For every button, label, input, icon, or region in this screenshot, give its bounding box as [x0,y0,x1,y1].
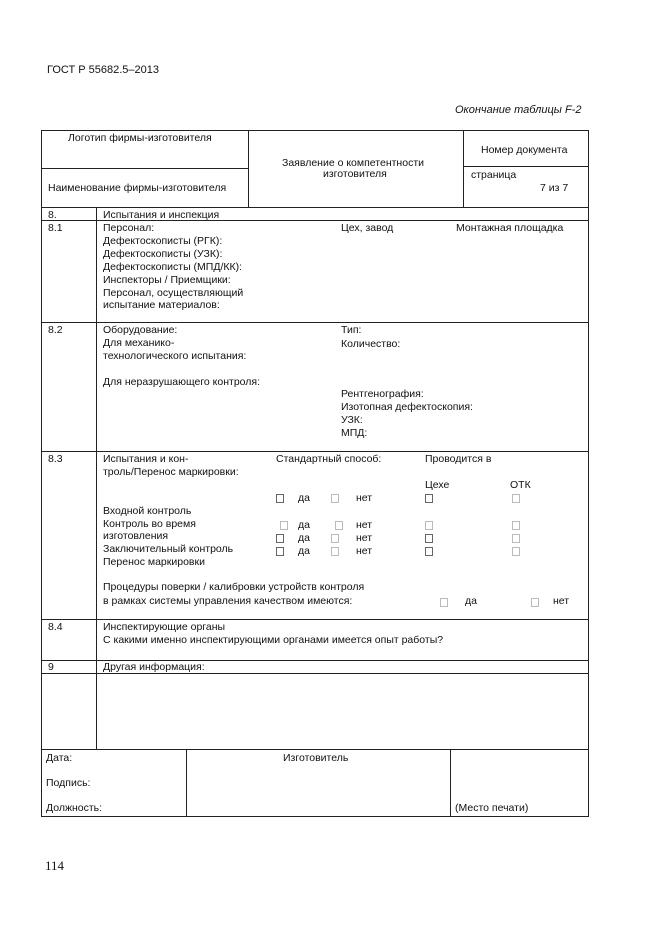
checkbox-workshop[interactable] [425,534,433,543]
personnel-line: Персонал, осуществляющий [103,287,244,299]
inspection-title-line1: Испытания и кон- [103,453,189,465]
inspection-title-line2: троль/Перенос маркировки: [103,466,239,478]
date-label: Дата: [46,752,73,764]
procedures-line1: Процедуры поверки / калибровки устройств контроля [103,581,365,593]
row-label: Входной контроль [103,505,192,517]
workshop-label: Цехе [425,479,450,491]
procedures-yes-label: да [465,595,477,607]
checkbox-otk[interactable] [512,547,520,556]
checkbox-yes[interactable] [276,547,284,556]
quantity-label: Количество: [341,338,401,350]
checkbox-workshop[interactable] [425,547,433,556]
ndt-label: Для неразрушающего контроля: [103,376,261,388]
ndt-method: Изотопная дефектоскопия: [341,401,473,413]
yes-label: да [298,545,310,557]
ndt-method: Рентгенография: [341,388,424,400]
section-8-2-number: 8.2 [48,324,63,336]
statement-title-line2: изготовителя [323,168,387,180]
row-label: Перенос маркировки [103,556,205,568]
personnel-line: Персонал: [103,222,155,234]
section-9-number: 9 [48,661,54,673]
section-8-3-number: 8.3 [48,453,63,465]
no-label: нет [356,492,373,504]
personnel-line: испытание материалов: [103,299,220,311]
personnel-line: Инспекторы / Приемщики: [103,274,231,286]
checkbox-workshop[interactable] [425,521,433,530]
logo-label: Логотип фирмы-изготовителя [68,132,212,144]
row-label: Заключительный контроль [103,543,234,555]
personnel-line: Дефектоскописты (РГК): [103,235,223,247]
checkbox-procedures-yes[interactable] [440,598,448,607]
page-label: страница [471,169,517,181]
inspection-bodies-question: С какими именно инспектирующими органами имеется опыт работы? [103,634,444,646]
checkbox-yes[interactable] [276,534,284,543]
doc-number-label: Номер документа [481,144,568,156]
statement-title-line1: Заявление о компетентности [282,157,424,169]
yes-label: да [298,492,310,504]
section-8-title: Испытания и инспекция [103,209,220,221]
procedures-no-label: нет [553,595,570,607]
table-caption: Окончание таблицы F-2 [455,104,582,116]
checkbox-otk[interactable] [512,494,520,503]
procedures-line2: в рамках системы управления качеством имеются: [103,595,353,607]
page-value: 7 из 7 [540,182,569,194]
manufacturer-label: Изготовитель [283,752,349,764]
equipment-label: Оборудование: [103,324,178,336]
section-8-4-number: 8.4 [48,621,63,633]
row-label: Контроль во время [103,518,196,530]
checkbox-no[interactable] [331,547,339,556]
no-label: нет [356,519,373,531]
type-label: Тип: [341,324,362,336]
site-column-label: Монтажная площадка [456,222,564,234]
section-8-number: 8. [48,209,57,221]
workshop-column-label: Цех, завод [341,222,394,234]
checkbox-no[interactable] [331,534,339,543]
ndt-method: МПД: [341,427,368,439]
checkbox-workshop[interactable] [425,494,433,503]
otk-label: ОТК [510,479,531,491]
position-label: Должность: [46,802,103,814]
conducted-in-label: Проводится в [425,453,492,465]
ndt-method: УЗК: [341,414,363,426]
personnel-line: Дефектоскописты (МПД/КК): [103,261,243,273]
checkbox-yes[interactable] [276,494,284,503]
mech-test-label-line2: технологического испытания: [103,350,247,362]
checkbox-yes[interactable] [280,521,288,530]
yes-label: да [298,519,310,531]
page-number: 114 [45,858,65,873]
company-name-label: Наименование фирмы-изготовителя [48,182,227,194]
standard-method-label: Стандартный способ: [276,453,382,465]
other-info-title: Другая информация: [103,661,205,673]
yes-label: да [298,532,310,544]
personnel-line: Дефектоскописты (УЗК): [103,248,223,260]
no-label: нет [356,545,373,557]
row-label: изготовления [103,530,169,542]
checkbox-otk[interactable] [512,521,520,530]
checkbox-otk[interactable] [512,534,520,543]
inspection-bodies-title: Инспектирующие органы [103,621,226,633]
section-8-1-number: 8.1 [48,222,63,234]
standard-number: ГОСТ Р 55682.5–2013 [47,64,159,76]
seal-label: (Место печати) [455,802,529,814]
no-label: нет [356,532,373,544]
checkbox-procedures-no[interactable] [531,598,539,607]
checkbox-no[interactable] [331,494,339,503]
signature-label: Подпись: [46,777,91,789]
checkbox-no[interactable] [335,521,343,530]
mech-test-label-line1: Для механико- [103,337,175,349]
